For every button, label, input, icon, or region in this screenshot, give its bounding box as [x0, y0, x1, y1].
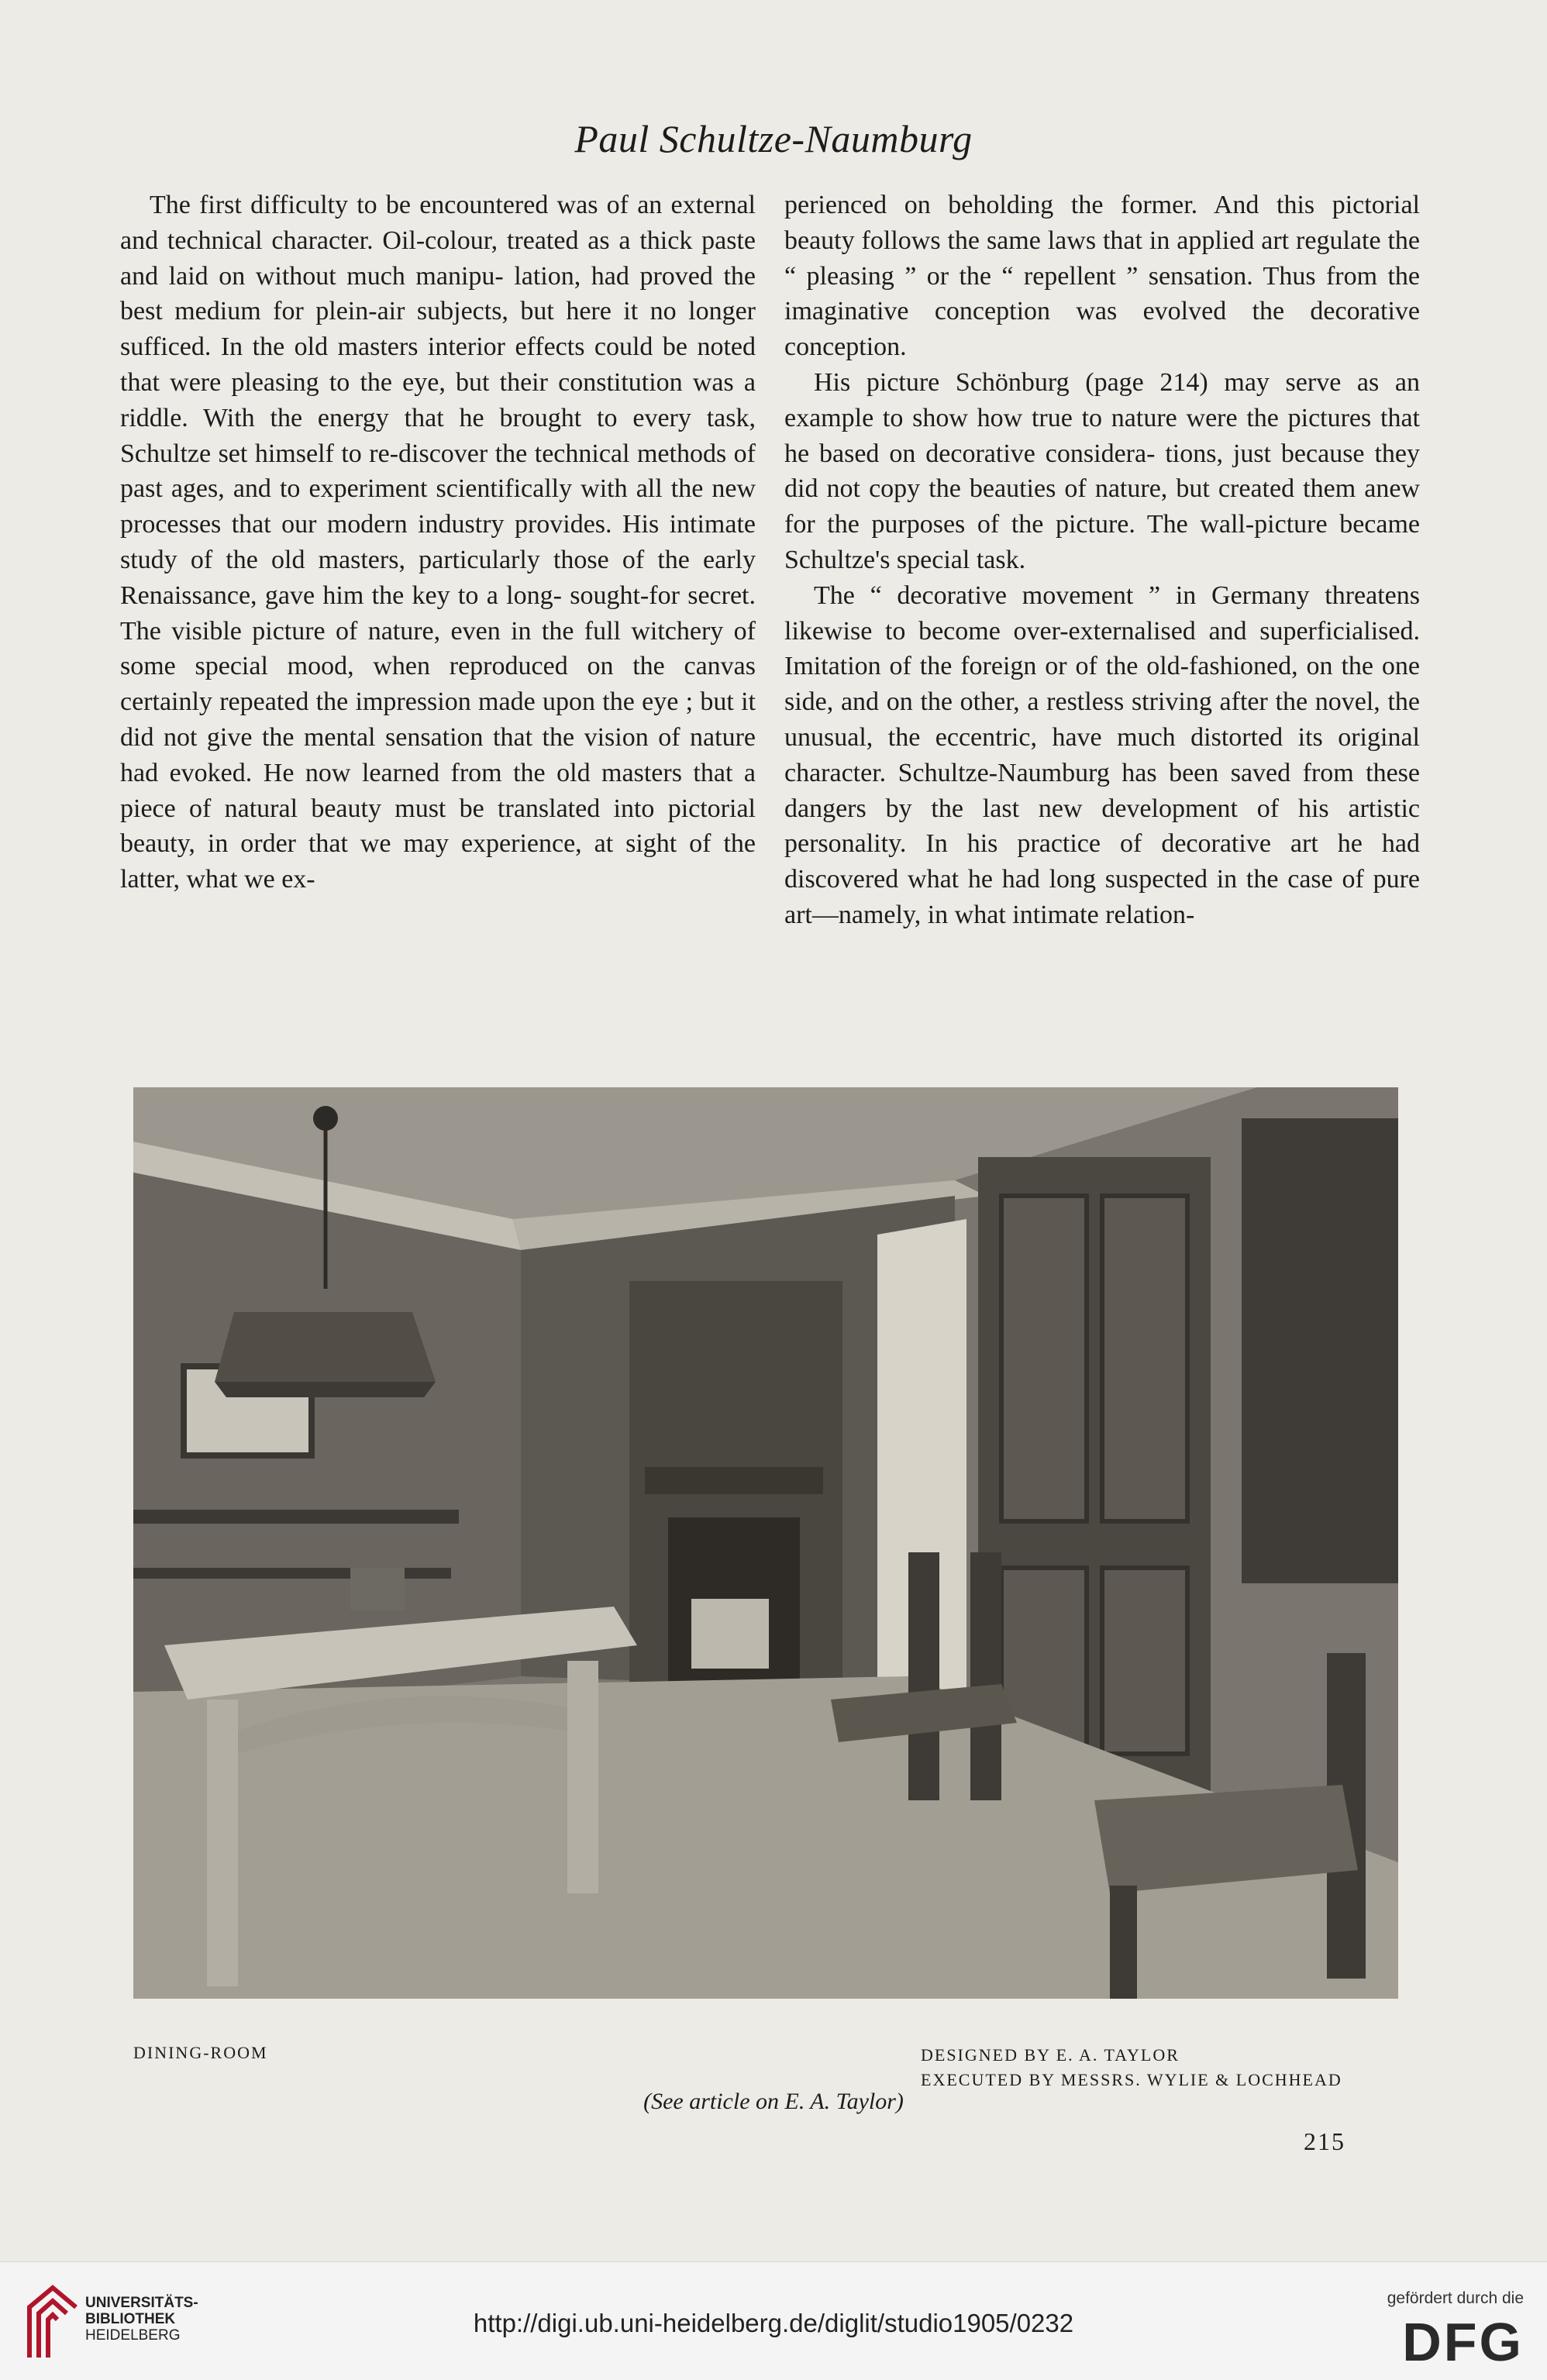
caption-title: DINING-ROOM [133, 2043, 268, 2062]
caption-designer: DESIGNED BY E. A. TAYLOR [921, 2045, 1180, 2065]
dfg-logo: DFG [1402, 2312, 1524, 2372]
paragraph: The “ decorative movement ” in Germany threatens likewise to become over-externalised and superficialised. Imitation of the foreign or of the old-fashioned, on the one side, and on the other, a restless striving after the novel, the unusual, the eccentric, have much distorted its original character. Schultze-Naumburg has been saved from these dangers by the last new development of his artistic personality. In his practice of decorative art he had discovered what he had long suspected in the case of pure art—namely, in what intimate relation- [784, 580, 1420, 929]
funded-by-label: gefördert durch die [1387, 2289, 1524, 2307]
viewer-footer [0, 2261, 1547, 2380]
ub-line3: HEIDELBERG [85, 2327, 181, 2344]
ub-line2: BIBLIOTHEK [85, 2311, 176, 2327]
page-number: 215 [1304, 2127, 1345, 2155]
ub-line1: UNIVERSITÄTS- [85, 2295, 198, 2311]
dining-room-photograph [133, 1087, 1398, 1999]
caption-credits [921, 2043, 1342, 2092]
photo-illustration [133, 1087, 1398, 1999]
paragraph: The first difficulty to be encountered was of an external and technical character. Oil-colour, treated as a thick paste and laid on without much manipu- lation, had proved the best medium for plein-air subjects, but here it no longer sufficed. In the old masters interior effects could be noted that were pleasing to the eye, but their constitution was a riddle. With the energy that he brought to every task, Schultze set himself to re-discover the technical methods of past ages, and to experiment scientifically with all the new processes that our modern industry provides. His intimate study of the old masters, particularly those of the early Renaissance, gave him the key to a long- sought-for secret. The visible picture of nature, even in the full witchery of some special mood, when reproduced on the canvas certainly repeated the impression made upon the eye ; but it did not give the mental sensation that the vision of nature had evoked. He now learned from the old masters that a piece of natural beauty must be translated into pictorial beauty, in order that we may experience, at sight of the latter, what we ex- [120, 191, 756, 894]
paragraph: His picture Schönburg (page 214) may serve as an example to show how true to nature were the pictures that he based on decorative considera- tions, just because they did not copy the beauties of nature, but created them anew for the purposes of the picture. The wall-picture became Schultze's special task. [784, 367, 1420, 574]
left-text-column [120, 188, 756, 897]
paragraph: perienced on beholding the former. And this pictorial beauty follows the same laws that in applied art regulate the “ pleasing ” or the “ repellent ” sensation. Thus from the imaginative conception was evolved the decorative conception. [784, 191, 1420, 362]
permalink-url[interactable]: http://digi.ub.uni-heidelberg.de/diglit/studio1905/0232 [473, 2309, 1074, 2337]
caption-reference: (See article on E. A. Taylor) [643, 2089, 904, 2114]
right-text-column [784, 188, 1420, 933]
running-head: Paul Schultze-Naumburg [574, 117, 973, 160]
caption-executor: EXECUTED BY MESSRS. WYLIE & LOCHHEAD [921, 2070, 1342, 2089]
